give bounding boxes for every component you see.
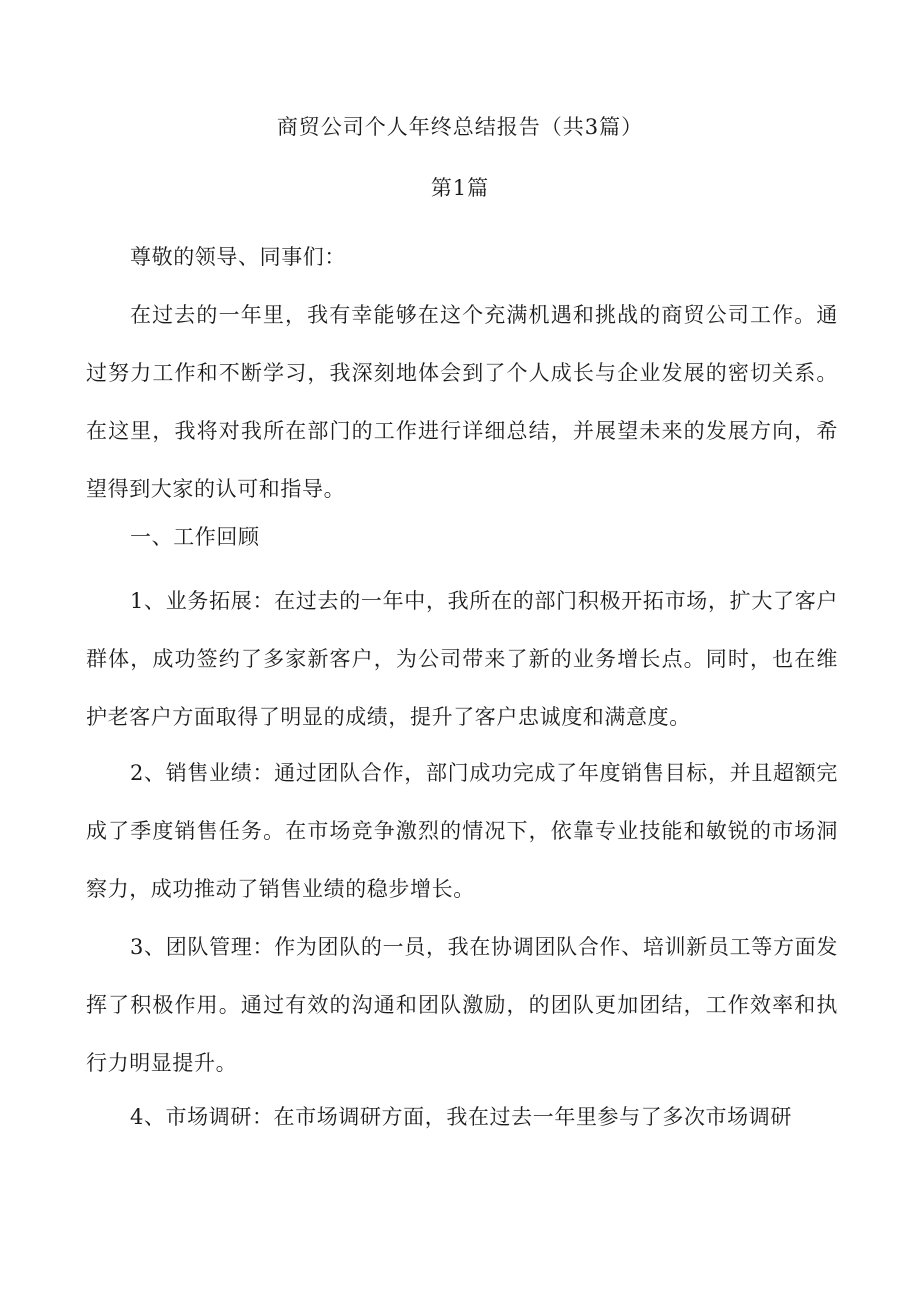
- document-subtitle: 第1篇: [430, 176, 490, 200]
- section-heading: 一、工作回顾: [130, 525, 260, 549]
- review-item-business-expansion: 1、业务拓展：在过去的一年中，我所在的部门积极开拓市场，扩大了客户群体，成功签约了多家新客户，为公司带来了新的业务增长点。同时，也在维护老客户方面取得了明显的成绩，提升了客户忠诚度和满意度。: [86, 589, 838, 729]
- greeting-paragraph: 尊敬的领导、同事们：: [130, 245, 346, 269]
- intro-paragraph: 在过去的一年里，我有幸能够在这个充满机遇和挑战的商贸公司工作。通过努力工作和不断学习，我深刻地体会到了个人成长与企业发展的密切关系。在这里，我将对我所在部门的工作进行详细总结，并展望未来的发展方向，希望得到大家的认可和指导。: [86, 303, 838, 501]
- document-title: 商贸公司个人年终总结报告（共3篇）: [276, 115, 644, 139]
- review-item-market-research: 4、市场调研：在市场调研方面，我在过去一年里参与了多次市场调研: [130, 1105, 792, 1129]
- review-item-team-management: 3、团队管理：作为团队的一员，我在协调团队合作、培训新员工等方面发挥了积极作用。通过有效的沟通和团队激励，的团队更加团结，工作效率和执行力明显提升。: [86, 935, 838, 1075]
- review-item-sales-performance: 2、销售业绩：通过团队合作，部门成功完成了年度销售目标，并且超额完成了季度销售任务。在市场竞争激烈的情况下，依靠专业技能和敏锐的市场洞察力，成功推动了销售业绩的稳步增长。: [86, 761, 838, 901]
